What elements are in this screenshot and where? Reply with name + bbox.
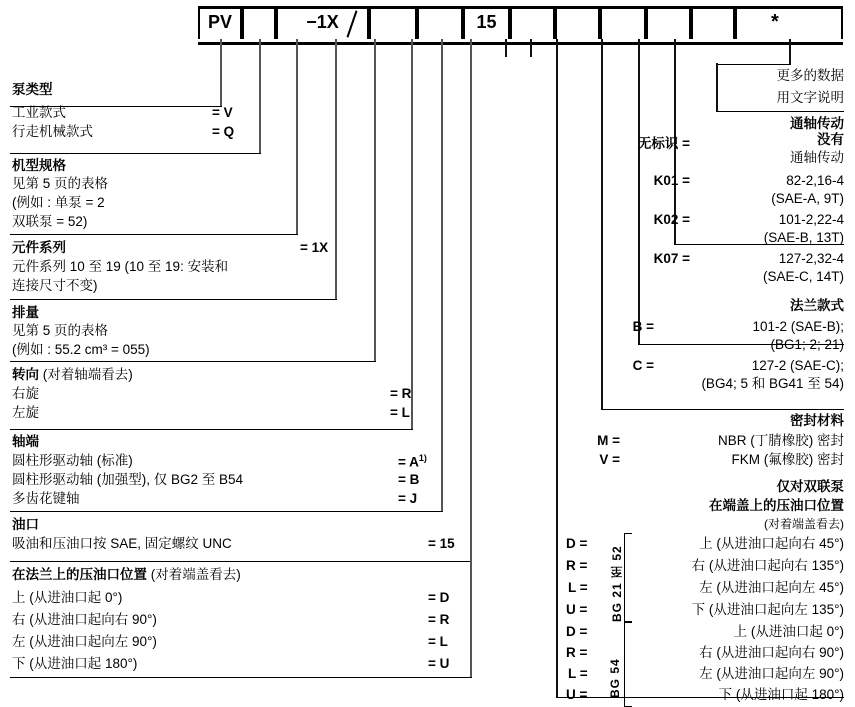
connector-elbow-displacement [10, 299, 337, 301]
dual-g2-bracket [624, 621, 632, 707]
connector-line-flange [638, 39, 640, 344]
section-heading-series: 元件系列 [12, 240, 66, 255]
dual-g2-code-u: U = [566, 687, 588, 702]
dual-g1-code-l: L = [568, 580, 588, 595]
dual-g2-text-d: 上 (从进油口起 0°) [733, 624, 844, 639]
section-heading-displacement: 排量 [12, 305, 39, 320]
connector-elbow-shaft-end [10, 429, 413, 431]
connector-line-series [296, 39, 298, 235]
row-label-shaft-spline: 多齿花键轴 [12, 491, 80, 506]
seal-value-m: NBR (丁腈橡胶) 密封 [718, 433, 844, 448]
code-cell-8[interactable] [600, 6, 646, 39]
through-drive-value-k07-2: (SAE-C, 14T) [762, 269, 844, 284]
code-cell-5[interactable] [463, 6, 510, 39]
row-label-rotation-left: 左旋 [12, 405, 39, 420]
connector-elbow-model-size [10, 153, 261, 155]
section-heading-flange-port-pos [12, 567, 241, 582]
flange-value-b-1: 101-2 (SAE-B); [752, 319, 844, 334]
row-label-flange-left: 左 (从进油口起向左 90°) [12, 634, 157, 649]
through-drive-value-k02-1: 101-2,22-4 [778, 212, 844, 227]
flange-value-c-2: (BG4; 5 和 BG41 至 54) [701, 376, 844, 391]
flange-code-c: C = [632, 358, 654, 373]
dual-g2-text-l: 左 (从进油口起向左 90°) [699, 666, 844, 681]
row-label-rotation-right: 右旋 [12, 386, 39, 401]
row-code-pump-mobile: = Q [212, 124, 235, 139]
connector-line-displacement [335, 39, 337, 300]
section-heading-port: 油口 [12, 517, 39, 532]
connector-line-more-data [789, 39, 791, 65]
through-drive-value-none-2: 通轴传动 [790, 150, 844, 165]
connector-elbow-flange-port-pos [10, 561, 472, 563]
dual-g2-group-label: BG 54 [608, 658, 622, 698]
row-code-shaft-cyl-rein: = B [398, 472, 420, 487]
connector-elbow-port [10, 511, 443, 513]
dual-g1-text-u: 下 (从进油口起向左 135°) [691, 602, 844, 617]
row-code-flange-right: = R [428, 612, 450, 627]
section-heading-rotation-text: 转向 [12, 367, 39, 382]
section-heading-rotation-note: (对着轴端看去) [42, 367, 133, 382]
connector-line-rotation [374, 39, 376, 362]
section-heading-flange-port-pos-note: (对着端盖看去) [150, 567, 241, 582]
section-heading-shaft-end: 轴端 [12, 434, 39, 449]
row-label-port-sae: 吸油和压油口按 SAE, 固定螺纹 UNC [12, 536, 232, 551]
section-heading-pump-type: 泵类型 [12, 82, 53, 97]
through-drive-code-k01: K01 = [653, 173, 690, 188]
flange-value-c-1: 127-2 (SAE-C); [751, 358, 844, 373]
row-code-text: = A [398, 454, 419, 470]
row-label-pump-mobile: 行走机械款式 [12, 124, 93, 139]
row-code-shaft-spline: = J [398, 491, 418, 506]
connector-line-shaft-end [411, 39, 413, 430]
seal-value-v: FKM (氟橡胶) 密封 [731, 452, 844, 467]
seal-code-v: V = [599, 452, 620, 467]
connector-rule-more-data-bottom [716, 111, 844, 113]
through-drive-value-k07-1: 127-2,32-4 [778, 251, 844, 266]
through-drive-value-k01-2: (SAE-A, 9T) [771, 191, 844, 206]
dual-g1-code-u: U = [566, 602, 588, 617]
code-cell-1[interactable] [242, 6, 276, 39]
dual-pump-heading2: 在端盖上的压油口位置 [709, 498, 844, 513]
connector-line-port [441, 39, 443, 512]
code-cell-label: PV [207, 12, 232, 32]
code-cell-9[interactable] [646, 6, 691, 39]
code-cell-label: 15 [476, 12, 497, 32]
section-heading-rotation [12, 367, 133, 382]
code-cell-label: −1X [306, 12, 339, 32]
seal-heading: 密封材料 [790, 413, 844, 428]
row-label-shaft-cyl-std: 圆柱形驱动轴 (标准) [12, 453, 133, 468]
through-drive-heading: 通轴传动 [790, 116, 844, 131]
connector-elbow-series [10, 234, 298, 236]
row-code-flange-down: = U [428, 656, 450, 671]
row-code-rotation-left: = L [390, 405, 410, 420]
code-cell-6[interactable] [510, 6, 555, 39]
dual-g1-text-r: 右 (从进油口起向右 135°) [691, 558, 844, 573]
through-drive-code-none: 无标识 = [637, 136, 690, 151]
row-label-model-example1: (例如 : 单泵 = 2 [12, 195, 105, 210]
row-label-flange-up: 上 (从进油口起 0°) [12, 590, 123, 605]
seal-code-m: M = [597, 433, 620, 448]
dual-g1-code-r: R = [566, 558, 588, 573]
row-code-shaft-cyl-std [398, 453, 427, 470]
dual-g2-text-u: 下 (从进油口起 180°) [718, 687, 844, 702]
row-code-pump-industrial: = V [212, 105, 233, 120]
code-cell-label: * [771, 11, 779, 33]
row-label-flange-right: 右 (从进油口起向右 90°) [12, 612, 157, 627]
code-cell-7[interactable] [555, 6, 600, 39]
dual-g2-code-l: L = [568, 666, 588, 681]
row-code-rotation-right: = R [390, 386, 412, 401]
dual-g2-code-r: R = [566, 645, 588, 660]
through-drive-code-k02: K02 = [653, 212, 690, 227]
row-code-port-sae: = 15 [428, 536, 455, 551]
through-drive-code-k07: K07 = [653, 251, 690, 266]
dual-pump-heading1: 仅对双联泵 [776, 479, 844, 494]
connector-line-dual-pump [556, 39, 558, 698]
dual-g1-code-d: D = [566, 536, 588, 551]
code-cell-11[interactable] [735, 6, 843, 39]
dual-g1-text-l: 左 (从进油口起向左 45°) [699, 580, 844, 595]
footnote-marker: 1) [418, 453, 427, 463]
row-code-flange-left: = L [428, 634, 448, 649]
connector-line-seal [601, 39, 603, 409]
row-label-flange-down: 下 (从进油口起 180°) [12, 656, 138, 671]
left-stack-right-edge [470, 561, 472, 677]
more-data-line1: 更多的数据 [776, 68, 844, 83]
flange-value-b-2: (BG1; 2; 21) [770, 337, 844, 352]
row-label-pump-industrial: 工业款式 [12, 105, 66, 120]
code-cell-4[interactable] [417, 6, 463, 39]
dual-pump-note: (对着端盖看去) [764, 517, 844, 531]
through-drive-value-k02-2: (SAE-B, 13T) [763, 230, 844, 245]
through-drive-value-k01-1: 82-2,16-4 [786, 173, 844, 188]
row-label-shaft-cyl-rein: 圆柱形驱动轴 (加强型), 仅 BG2 至 B54 [12, 472, 244, 487]
drop-tick [505, 39, 507, 57]
row-label-displacement-table: 见第 5 页的表格 [12, 323, 109, 338]
more-data-line2: 用文字说明 [776, 90, 844, 105]
row-label-displacement-example: (例如 : 55.2 cm³ = 055) [12, 342, 150, 357]
row-label-model-table: 见第 5 页的表格 [12, 176, 109, 191]
dual-g1-bracket [624, 533, 632, 623]
drop-tick [530, 39, 532, 57]
row-label-model-example2: 双联泵 = 52) [12, 214, 88, 229]
through-drive-value-none-1: 没有 [817, 132, 844, 147]
dual-g2-text-r: 右 (从进油口起向右 90°) [699, 645, 844, 660]
row-label-series-desc2: 连接尺寸不变) [12, 278, 98, 293]
connector-line-model-size [259, 39, 261, 154]
dual-g2-code-d: D = [566, 624, 588, 639]
connector-line-pump-type [220, 39, 222, 107]
section-code-series: = 1X [300, 240, 329, 255]
code-cell-0[interactable] [198, 6, 242, 39]
connector-elbow-rotation [10, 361, 376, 363]
row-code-flange-up: = D [428, 590, 450, 605]
dual-g1-group-label: BG 21 至 52 [610, 545, 624, 622]
code-cell-10[interactable] [691, 6, 735, 39]
left-stack-bottom-rule [10, 677, 472, 679]
connector-rule-seal-bottom [601, 409, 844, 411]
connector-elbow-more-data [716, 64, 791, 66]
code-cell-3[interactable] [369, 6, 417, 39]
section-heading-model-size: 机型规格 [12, 158, 66, 173]
flange-heading: 法兰款式 [790, 298, 844, 313]
row-label-series-desc1: 元件系列 10 至 19 (10 至 19: 安装和 [12, 259, 229, 274]
section-heading-flange-port-pos-text: 在法兰上的压油口位置 [12, 567, 147, 582]
connector-line-flange-port-pos [470, 39, 472, 562]
dual-g1-text-d: 上 (从进油口起向右 45°) [699, 536, 844, 551]
flange-code-b: B = [632, 319, 654, 334]
